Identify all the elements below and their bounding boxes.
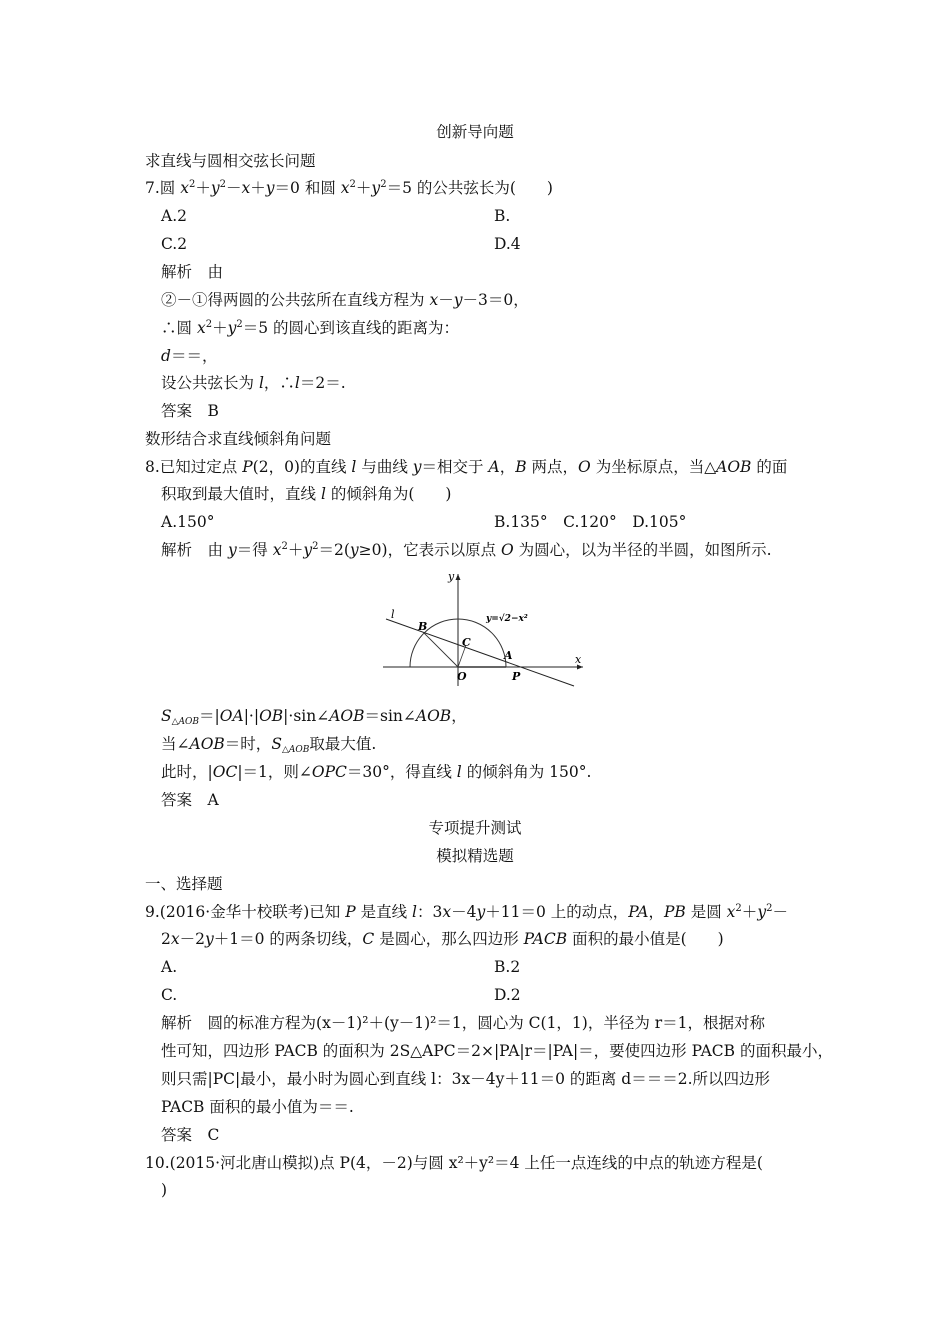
problem8-question-line2: 积取到最大值时，直线 l 的倾斜角为( ) [161, 485, 452, 503]
problem9-analysis-line4: PACB 面积的最小值为＝＝. [161, 1098, 354, 1116]
problem7-answer: 答案 B [161, 402, 219, 420]
problem9-option-b: B.2 [494, 958, 521, 976]
label-point-A: A [504, 649, 513, 662]
section-subtitle-mock: 模拟精选题 [436, 847, 514, 865]
label-line-l: l [391, 608, 395, 621]
problem10-question-line1: 10.(2015·河北唐山模拟)点 P(4，－2)与圆 x²＋y²＝4 上任一点连线的中点的轨迹方程是( [145, 1154, 763, 1172]
problem8-options-bcd: B.135° C.120° D.105° [494, 513, 687, 531]
problem8-answer: 答案 A [161, 791, 219, 809]
problem7-option-c: C.2 [161, 235, 188, 253]
problem7-option-a: A.2 [161, 207, 187, 225]
section-title-special-test: 专项提升测试 [428, 819, 522, 837]
label-x-axis: x [575, 653, 582, 666]
multiple-choice-heading: 一、选择题 [145, 875, 223, 893]
problem9-analysis-line2: 性可知，四边形 PACB 的面积为 2S△APC＝2×|PA|r＝|PA|＝，要使四边形 PACB 的面积最小， [161, 1042, 833, 1060]
problem10-question-line2: ) [161, 1181, 168, 1199]
problem9-option-d: D.2 [494, 986, 521, 1004]
problem8-conclusion: 此时，|OC|＝1，则∠OPC＝30°，得直线 l 的倾斜角为 150°. [161, 763, 592, 781]
problem8-option-a: A.150° [161, 513, 215, 531]
problem7-option-d: D.4 [494, 235, 521, 253]
problem7-option-b: B. [494, 207, 511, 225]
label-point-C: C [462, 636, 471, 649]
problem9-question-line2: 2x－2y＋1＝0 的两条切线，C 是圆心，那么四边形 PACB 面积的最小值是( ) [161, 930, 724, 948]
label-point-O: O [457, 670, 467, 683]
problem7-analysis-line4: d＝＝， [161, 347, 218, 365]
problem9-question-line1: 9.(2016·金华十校联考)已知 P 是直线 l：3x－4y＋11＝0 上的动点，PA，PB 是圆 $x^2+y^2-$ [145, 903, 788, 921]
problem9-option-c: C. [161, 986, 178, 1004]
problem7-question: 7.圆 $x^2+y^2-x+y=0$ 和圆 $x^2+y^2=5$ 的公共弦长为( ) [145, 179, 553, 197]
problem8-when-max: 当∠AOB＝时，$S_{\triangle AOB}$取最大值. [161, 735, 377, 755]
y-axis-arrow-icon [456, 574, 461, 580]
section-title-innovation: 创新导向题 [436, 123, 514, 141]
problem8-area-formula: $S_{\triangle AOB}=|OA|\cdot|OB|\cdot\sin\angle AOB=\sin\angle AOB$， [161, 707, 467, 727]
problem8-question-line1: 8.已知过定点 P(2，0)的直线 l 与曲线 y＝相交于 A，B 两点，O 为坐标原点，当△AOB 的面 [145, 458, 788, 476]
problem9-answer: 答案 C [161, 1126, 220, 1144]
label-curve-equation: y=√2−x² [486, 614, 528, 624]
problem9-option-a: A. [161, 958, 178, 976]
label-point-P: P [512, 670, 521, 683]
problem8-heading: 数形结合求直线倾斜角问题 [145, 430, 332, 448]
problem7-analysis-line2: ②－①得两圆的公共弦所在直线方程为 x－y－3＝0， [161, 291, 529, 309]
line-l [386, 619, 574, 686]
label-y-axis: y [448, 570, 455, 583]
problem7-analysis-line5: 设公共弦长为 l，∴l＝2＝. [161, 374, 346, 392]
problem9-analysis-line1: 解析 圆的标准方程为(x－1)²＋(y－1)²＝1，圆心为 C(1，1)，半径为 r＝1，根据对称 [161, 1014, 766, 1032]
problem7-heading: 求直线与圆相交弦长问题 [145, 152, 316, 170]
label-point-B: B [418, 620, 428, 633]
problem9-analysis-line3: 则只需|PC|最小，最小时为圆心到直线 l：3x－4y＋11＝0 的距离 d＝＝＝2.所以四边形 [161, 1070, 770, 1088]
problem8-analysis-line1: 解析 由 y＝得 $x^2+y^2=2(y\ge 0)$，它表示以原点 O 为圆心，以为半径的半圆，如图所示. [161, 541, 772, 559]
problem7-analysis-start: 解析 由 [161, 263, 224, 281]
problem7-analysis-line3: ∴圆 $x^2+y^2=5$ 的圆心到该直线的距离为： [161, 319, 460, 337]
semicircle-figure [378, 566, 588, 690]
